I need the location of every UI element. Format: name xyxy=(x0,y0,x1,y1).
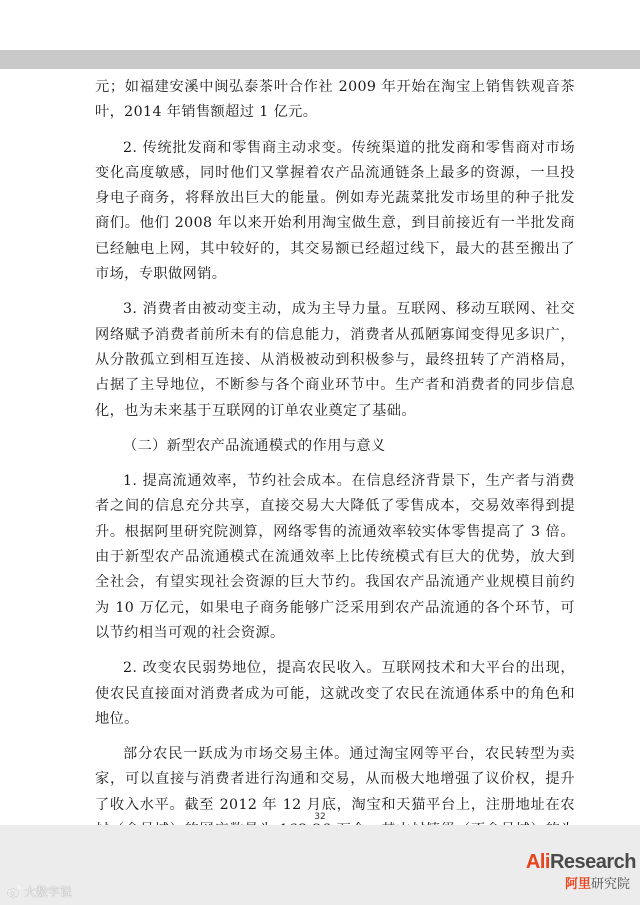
logo-research: Research xyxy=(549,851,636,873)
aliresearch-logo xyxy=(508,851,636,899)
footer xyxy=(0,825,640,905)
weibo-icon xyxy=(6,883,22,899)
paragraph-consumers: 3. 消费者由被动变主动，成为主导力量。互联网、移动互联网、社交网络赋予消费者前所未有的信息能力，消费者从孤陋寡闻变得见多识广，从分散孤立到相互连接、从消极被动到积极参与，最终扭转了产消格局，占据了主导地位，不断参与各个商业环节中。生产者和消费者的同步信息化，也为未来基于互联网的订单农业奠定了基础。 xyxy=(95,301,575,419)
paragraph-wholesalers: 2. 传统批发商和零售商主动求变。传统渠道的批发商和零售商对市场变化高度敏感，同时他们又掌握着农产品流通链条上最多的资源，一旦投身电子商务，将释放出巨大的能量。例如寿光蔬菜批发市场里的种子批发商们。他们 2008 年以来开始利用淘宝做生意，到目前接近有一半批发商已经触电上网，其中较好的，其交易额已经超过线下，最大的甚至搬出了市场，专职做网销。 xyxy=(95,139,575,283)
paragraph-continuation: 元；如福建安溪中闽弘泰茶叶合作社 2009 年开始在淘宝上销售铁观音茶叶，2014 年销售额超过 1 亿元。 xyxy=(95,79,575,121)
top-bar xyxy=(0,0,640,69)
logo-wordmark xyxy=(526,851,636,874)
document-page xyxy=(0,69,640,825)
page-number: 32 xyxy=(314,812,326,822)
paragraph-efficiency: 1. 提高流通效率，节约社会成本。在信息经济背景下，生产者与消费者之间的信息充分共享，直接交易大大降低了零售成本，交易效率得到提升。根据阿里研究院测算，网络零售的流通效率较实体零售提高了 3 倍。由于新型农产品流通模式在流通效率上比传统模式有巨大的优势，放大到全社会，有望实现社会资源的巨大节约。我国农产品流通产业规模目前约为 10 万亿元，如果电子商务能够广泛采用到农产品流通的各个环节，可以节约相当可观的社会资源。 xyxy=(95,473,575,641)
logo-research-cn: 研究院 xyxy=(590,877,630,892)
page-content xyxy=(95,75,575,879)
watermark-text: 大数字说 xyxy=(24,884,73,899)
paragraph-farmer-status: 2. 改变农民弱势地位，提高农民收入。互联网技术和大平台的出现，使农民直接面对消费者成为可能，这就改变了农民在流通体系中的角色和地位。 xyxy=(95,660,575,727)
top-bar-shade xyxy=(0,50,640,69)
logo-ali: Ali xyxy=(525,851,550,873)
watermark xyxy=(6,882,72,900)
paragraph-farmer-sellers: 部分农民一跃成为市场交易主体。通过淘宝网等平台，农民转型为卖家，可以直接与消费者进行沟通和交易，从而极大地增强了议价权，提升了收入水平。截至 2012 年 12 月底，淘宝和天猫平台上，注册地址在农 xyxy=(95,746,575,813)
logo-chinese xyxy=(565,873,630,892)
logo-ali-cn: 阿里 xyxy=(564,877,591,892)
section-heading: （二）新型农产品流通模式的作用与意义 xyxy=(123,437,386,454)
